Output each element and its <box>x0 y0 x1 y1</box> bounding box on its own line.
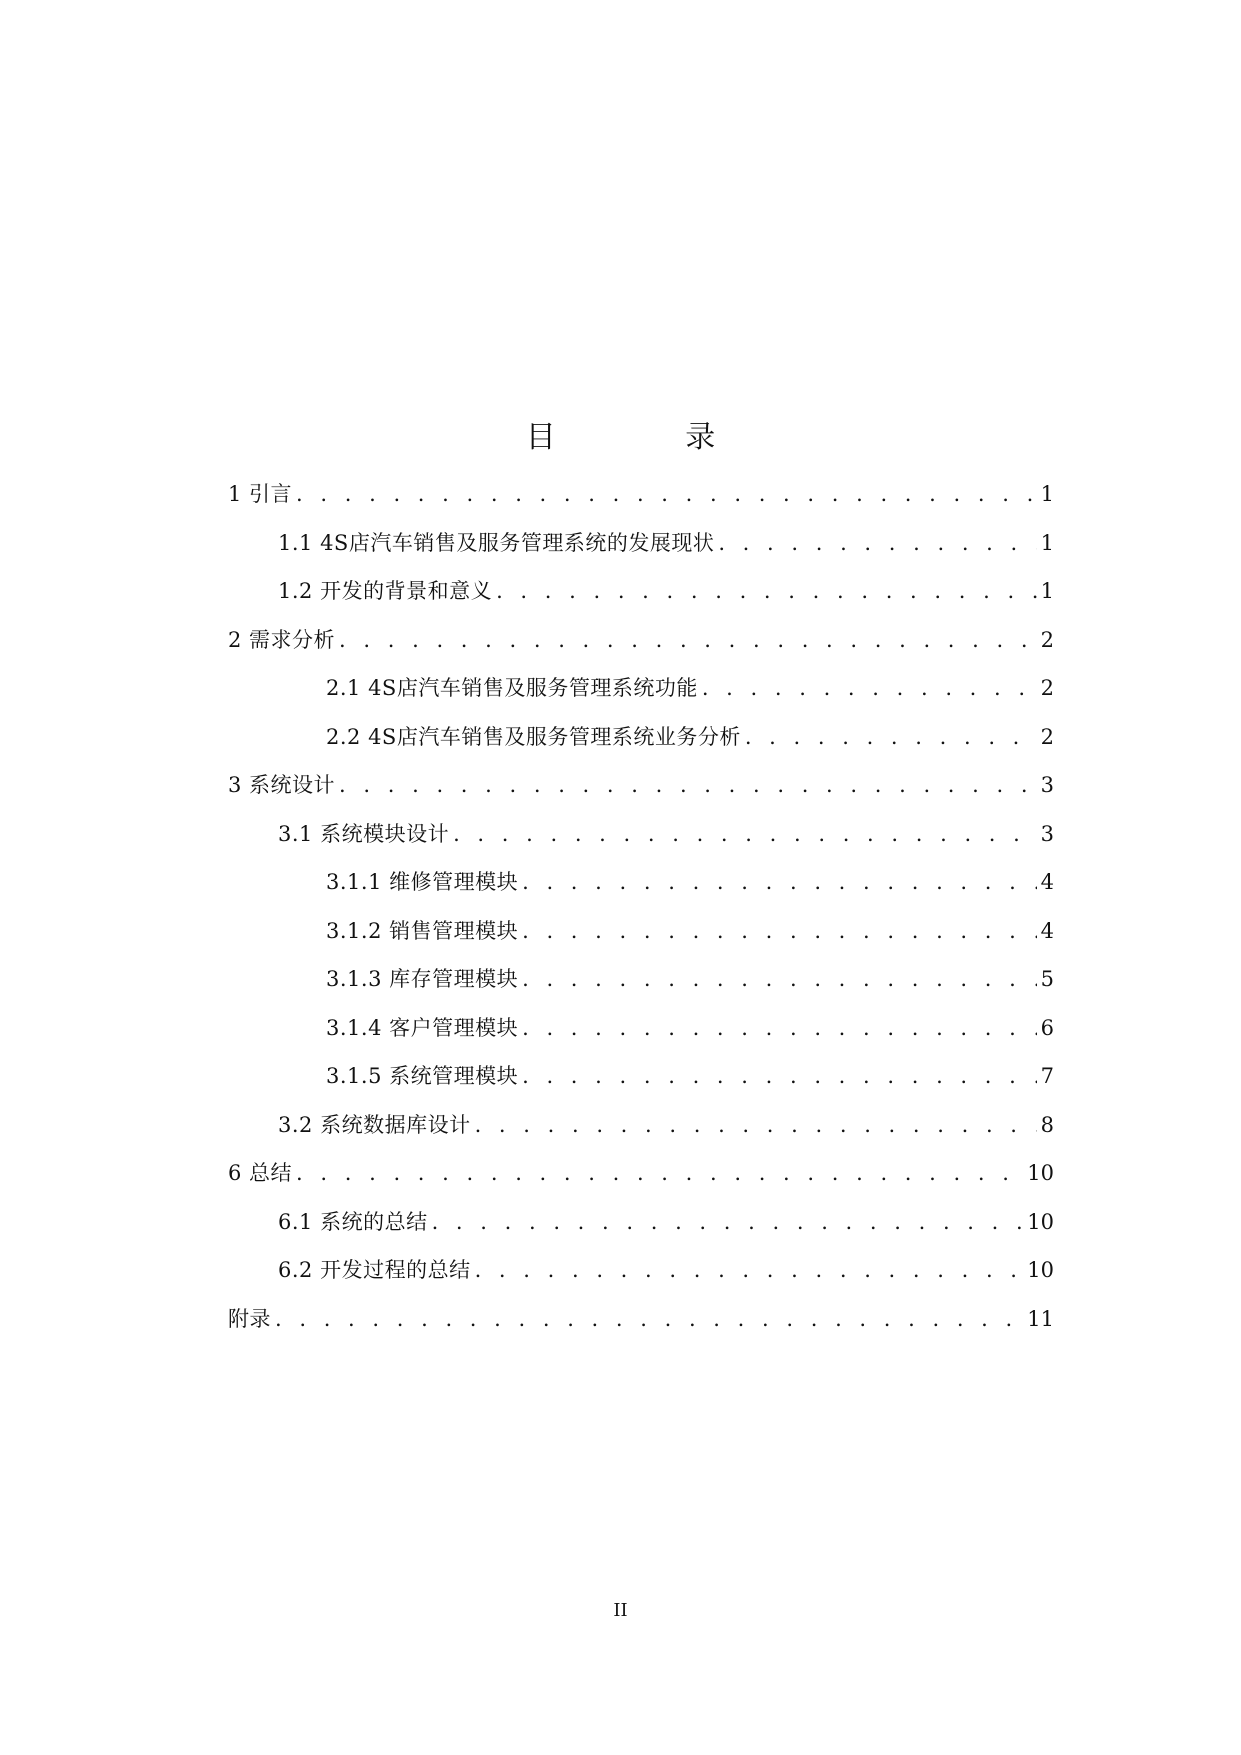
toc-entry-label: 1 引言 <box>228 482 293 506</box>
toc-entry[interactable] <box>228 915 1054 964</box>
toc-entry-label: 3 系统设计 <box>228 773 336 797</box>
toc-entry[interactable] <box>228 527 1054 576</box>
toc-entry[interactable] <box>228 1157 1054 1206</box>
toc-leader-dots <box>522 866 1037 898</box>
toc-entry[interactable] <box>228 1206 1054 1255</box>
toc-entry[interactable] <box>228 624 1054 673</box>
toc-entry-label: 2.1 4S店汽车销售及服务管理系统功能 <box>326 676 698 700</box>
toc-leader-dots <box>522 1012 1037 1044</box>
toc-entry-page: 4 <box>1040 870 1054 894</box>
toc-entry-label: 6 总结 <box>228 1161 293 1185</box>
toc-leader-dots <box>522 963 1037 995</box>
toc-entry-label: 附录 <box>228 1306 271 1331</box>
toc-entry-label: 2.2 4S店汽车销售及服务管理系统业务分析 <box>326 724 741 749</box>
toc-entry-page: 3 <box>1040 773 1054 797</box>
toc-entry-label: 3.1 系统模块设计 <box>278 821 450 846</box>
toc-entry-page: 1 <box>1040 530 1054 555</box>
toc-leader-dots <box>432 1206 1024 1238</box>
toc-entry-page: 1 <box>1040 579 1054 603</box>
toc-entry[interactable] <box>228 1109 1054 1158</box>
toc-entry[interactable] <box>228 1012 1054 1061</box>
toc-leader-dots <box>475 1109 1037 1141</box>
toc-leader-dots <box>702 672 1037 704</box>
toc-entry-page: 10 <box>1027 1161 1054 1185</box>
toc-entry[interactable] <box>228 1254 1054 1303</box>
toc-entry[interactable] <box>228 963 1054 1012</box>
toc-leader-dots <box>296 478 1037 510</box>
toc-entry[interactable] <box>228 721 1054 770</box>
toc-entry[interactable] <box>228 575 1054 624</box>
toc-leader-dots <box>522 1060 1037 1092</box>
toc-entry[interactable] <box>228 478 1054 527</box>
toc-leader-dots <box>296 1157 1023 1189</box>
toc-entry[interactable] <box>228 818 1054 867</box>
toc-entry-page: 10 <box>1027 1258 1054 1282</box>
toc-entry-label: 3.1.1 维修管理模块 <box>326 870 519 894</box>
toc-entry[interactable] <box>228 866 1054 915</box>
toc-entry-page: 3 <box>1040 821 1054 846</box>
toc-title: 目 录 <box>525 420 776 455</box>
toc-entry[interactable] <box>228 769 1054 818</box>
toc-entry[interactable] <box>228 1060 1054 1109</box>
toc-leader-dots <box>522 915 1037 947</box>
toc-entry-page: 4 <box>1040 918 1054 943</box>
toc-leader-dots <box>475 1254 1024 1286</box>
toc-leader-dots <box>275 1303 1023 1335</box>
toc-entry-page: 10 <box>1027 1209 1054 1234</box>
toc-entry-label: 1.2 开发的背景和意义 <box>278 579 493 603</box>
toc-entry-page: 7 <box>1040 1064 1054 1088</box>
toc-leader-dots <box>453 818 1037 850</box>
toc-entry-label: 3.1.2 销售管理模块 <box>326 918 519 943</box>
toc-entry-label: 1.1 4S店汽车销售及服务管理系统的发展现状 <box>278 530 715 555</box>
toc-entry-label: 3.1.3 库存管理模块 <box>326 967 519 991</box>
toc-entry-page: 2 <box>1040 724 1054 749</box>
toc-entry-page: 2 <box>1040 627 1054 652</box>
toc-entry-page: 1 <box>1040 482 1054 506</box>
page-number: II <box>613 1600 628 1621</box>
table-of-contents <box>228 478 1054 1351</box>
toc-entry-page: 8 <box>1040 1112 1054 1137</box>
toc-leader-dots <box>339 624 1037 656</box>
toc-entry-page: 6 <box>1040 1015 1054 1040</box>
toc-entry-label: 6.2 开发过程的总结 <box>278 1258 471 1282</box>
toc-entry-label: 3.1.5 系统管理模块 <box>326 1064 519 1088</box>
toc-leader-dots <box>496 575 1037 607</box>
toc-entry[interactable] <box>228 672 1054 721</box>
toc-entry[interactable] <box>228 1303 1054 1352</box>
toc-entry-label: 2 需求分析 <box>228 627 336 652</box>
toc-entry-page: 2 <box>1040 676 1054 700</box>
toc-entry-label: 3.2 系统数据库设计 <box>278 1112 471 1137</box>
toc-entry-label: 6.1 系统的总结 <box>278 1209 428 1234</box>
toc-leader-dots <box>339 769 1037 801</box>
toc-entry-label: 3.1.4 客户管理模块 <box>326 1015 519 1040</box>
toc-entry-page: 5 <box>1040 967 1054 991</box>
toc-leader-dots <box>745 721 1037 753</box>
toc-entry-page: 11 <box>1027 1306 1054 1331</box>
toc-leader-dots <box>718 527 1036 559</box>
